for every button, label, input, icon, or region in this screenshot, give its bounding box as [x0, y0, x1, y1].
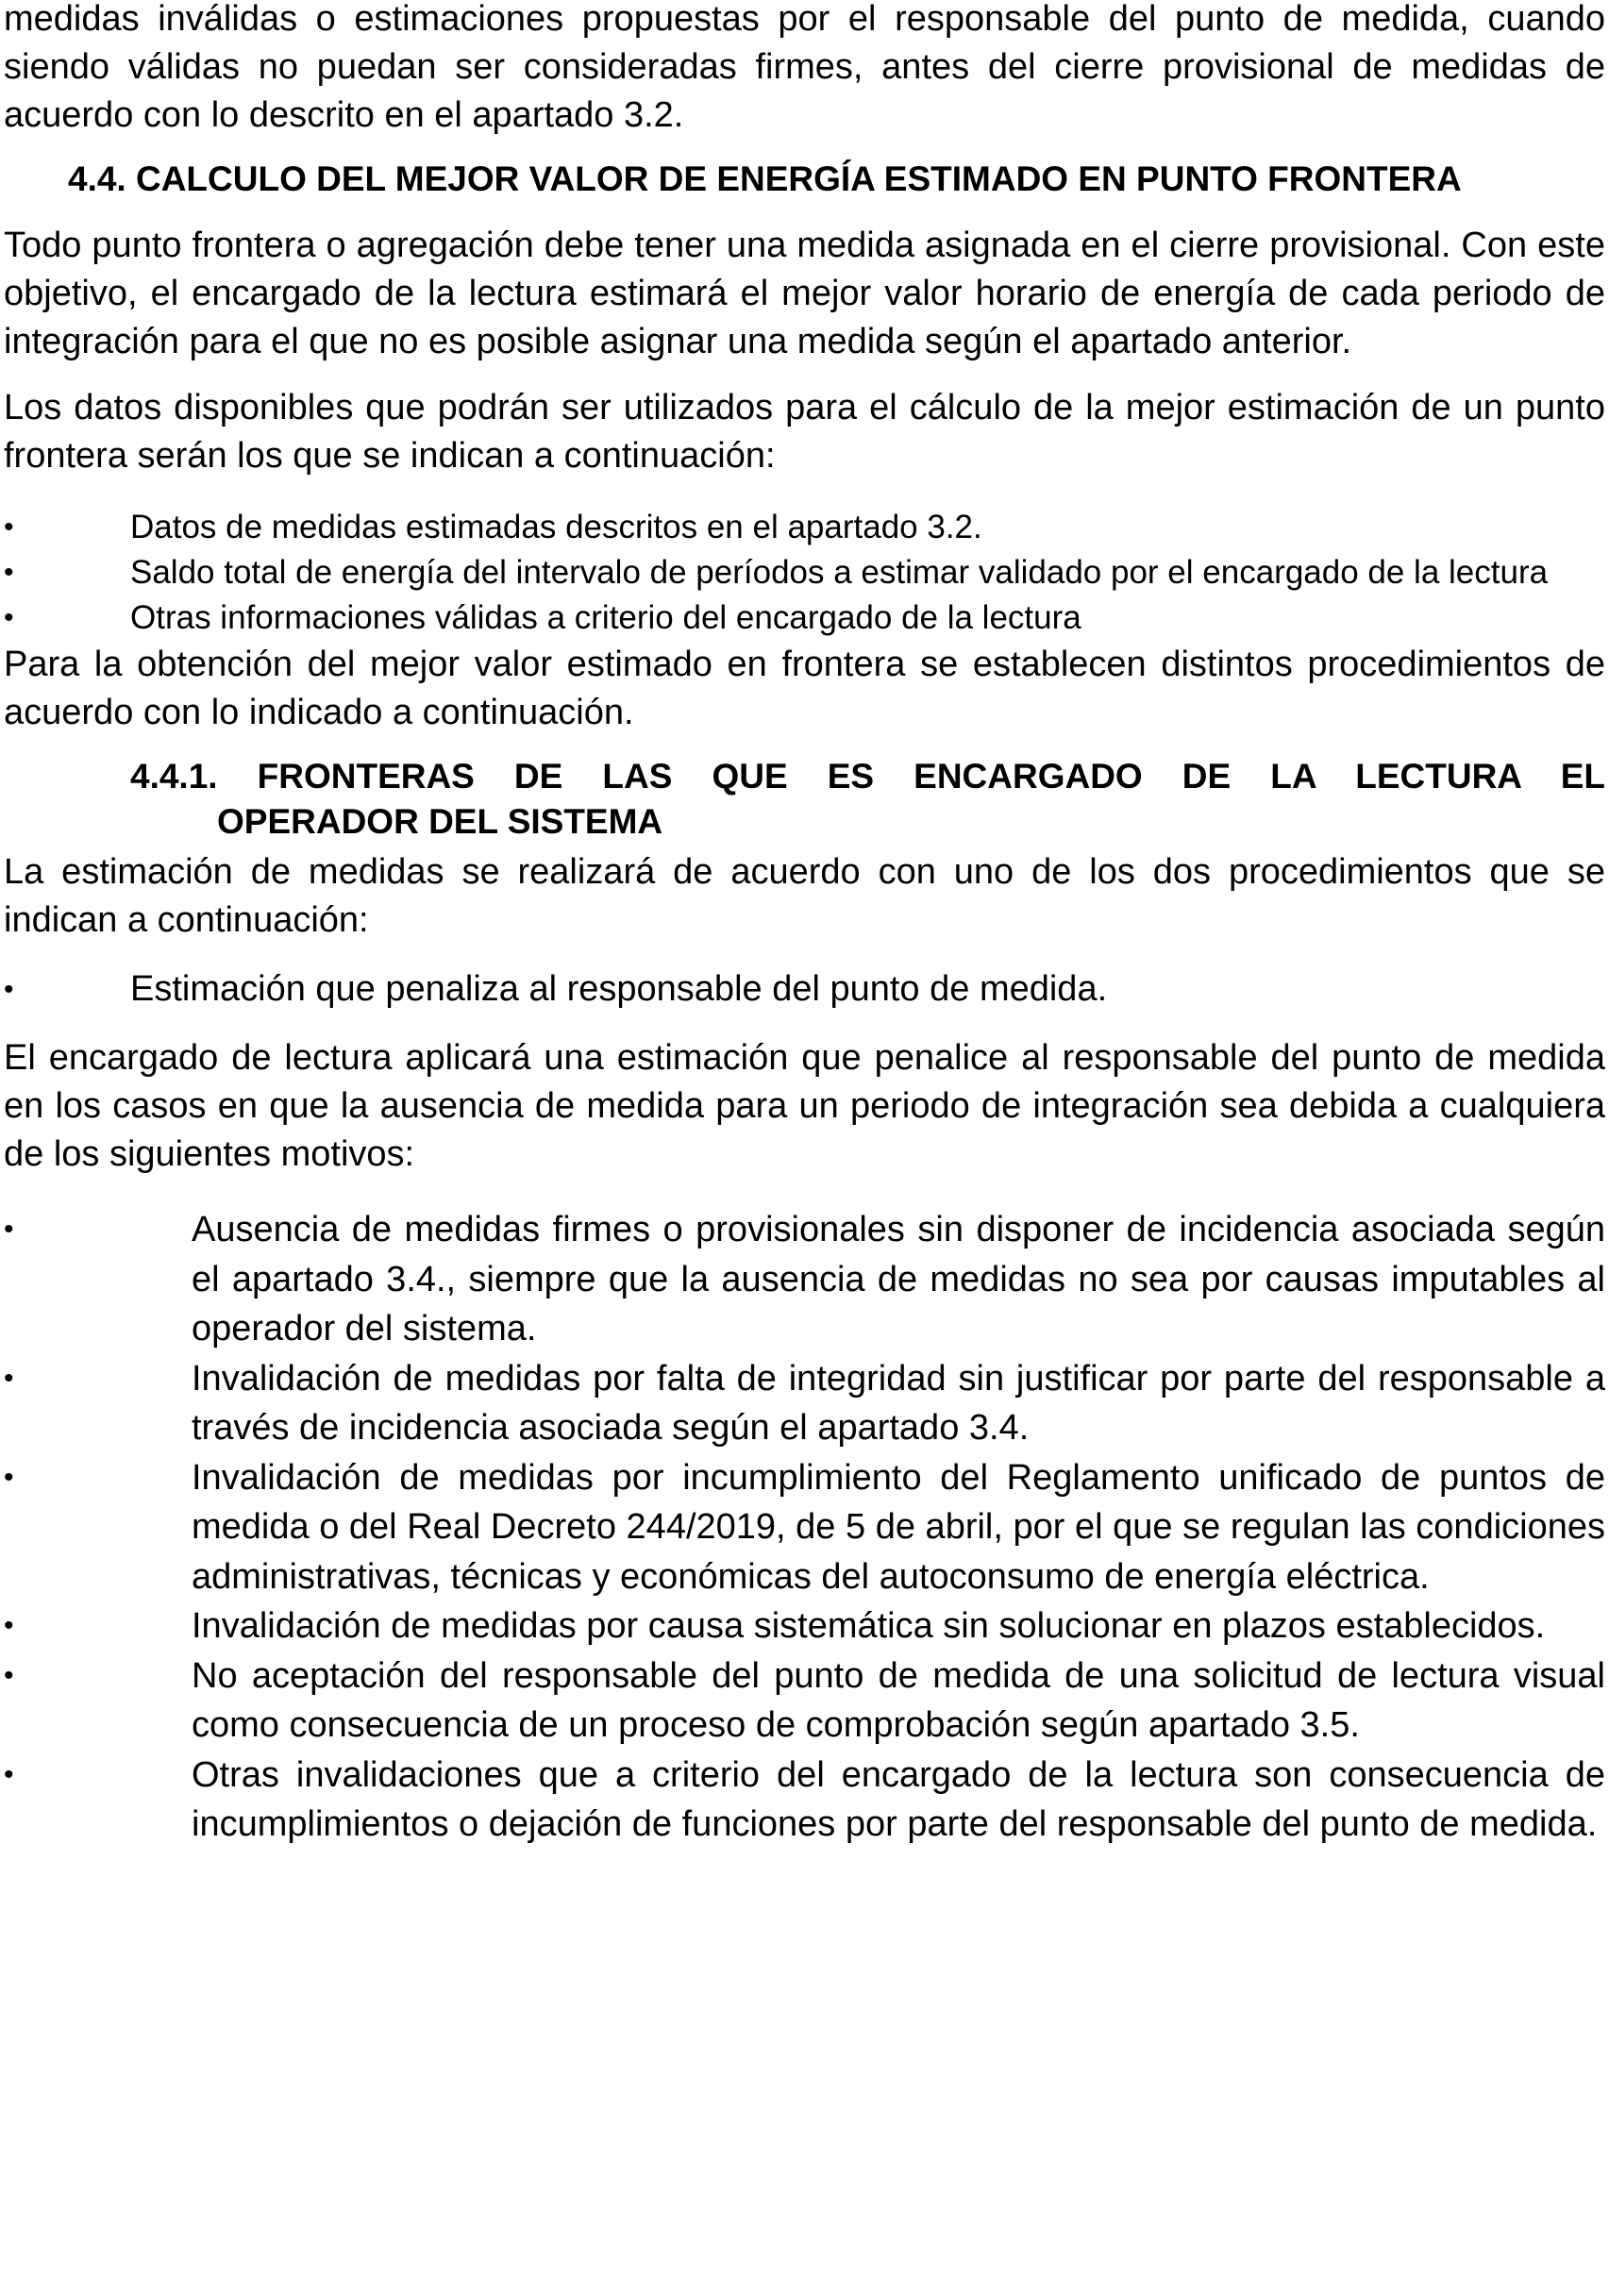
list-item-text: Saldo total de energía del intervalo de períodos a estimar validado por el encargado de la lectura [130, 554, 1549, 591]
list-item-text: Ausencia de medidas firmes o provisionales sin disponer de incidencia asociada según el apartado 3.4., siempre que la ausencia de medidas no sea por causas imputables al operador del sistema. [192, 1210, 1605, 1349]
list-item [4, 1601, 1605, 1651]
data-sources-list [4, 505, 1605, 641]
list-item [4, 1205, 1605, 1354]
bullet-icon: • [4, 511, 14, 543]
list-item-text: Invalidación de medidas por causa sistemática sin solucionar en plazos establecidos. [192, 1606, 1546, 1646]
bullet-icon: • [4, 557, 14, 588]
bullet-icon: • [4, 1610, 14, 1641]
list-item [4, 550, 1605, 595]
list-item-text: Estimación que penaliza al responsable del punto de medida. [130, 969, 1108, 1009]
list-item [4, 965, 1605, 1014]
list-item-text: No aceptación del responsable del punto de medida de una solicitud de lectura visual como consecuencia de un proceso de comprobación según apartado 3.5. [192, 1655, 1605, 1745]
list-item-text: Invalidación de medidas por falta de integridad sin justificar por parte del responsable a través de incidencia asociada según el apartado 3.4. [192, 1358, 1605, 1448]
list-item-text: Datos de medidas estimadas descritos en el apartado 3.2. [130, 509, 982, 545]
bullet-icon: • [4, 1659, 14, 1691]
section-4-4-1-heading-line-2: OPERADOR DEL SISTEMA [217, 802, 663, 841]
section-4-4-1-paragraph-2: El encargado de lectura aplicará una estimación que penalice al responsable del punto de medida en los casos en que la ausencia de medida para un periodo de integración sea debida a cualquiera de los siguientes motivos: [4, 1038, 1605, 1174]
page-content [4, 0, 1605, 1850]
section-4-4-paragraph-3: Para la obtención del mejor valor estimado en frontera se establecen distintos procedimientos de acuerdo con lo indicado a continuación. [4, 645, 1605, 732]
section-4-4-1-heading-line-1: 4.4.1. FRONTERAS DE LAS QUE ES ENCARGADO DE LA LECTURA EL [130, 757, 1605, 796]
section-4-4-paragraph-2: Los datos disponibles que podrán ser utilizados para el cálculo de la mejor estimación de un punto frontera serán los que se indican a continuación: [4, 388, 1605, 476]
bullet-icon: • [4, 1758, 14, 1790]
bullet-icon: • [4, 1362, 14, 1394]
list-item [4, 505, 1605, 550]
list-item [4, 1651, 1605, 1751]
bullet-icon: • [4, 1461, 14, 1493]
list-item [4, 1453, 1605, 1602]
list-item [4, 1751, 1605, 1850]
list-item [4, 595, 1605, 641]
bullet-icon: • [4, 1214, 14, 1245]
bullet-icon: • [4, 974, 14, 1005]
list-item-text: Invalidación de medidas por incumplimiento del Reglamento unificado de puntos de medida o del Real Decreto 244/2019, de 5 de abril, por el que se regulan las condiciones administrativas, técnicas y económicas del autoconsumo de energía eléctrica. [192, 1457, 1605, 1597]
section-4-4-paragraph-1: Todo punto frontera o agregación debe tener una medida asignada en el cierre provisional. Con este objetivo, el encargado de la lectura estimará el mejor valor horario de energía de cada periodo de integración para el que no es posible asignar una medida según el apartado anterior. [4, 226, 1605, 361]
procedures-list [4, 965, 1605, 1014]
bullet-icon: • [4, 602, 14, 633]
section-4-4-1-paragraph-1: La estimación de medidas se realizará de acuerdo con uno de los dos procedimientos que se indican a continuación: [4, 852, 1605, 940]
list-item [4, 1354, 1605, 1453]
section-4-4-1-heading [4, 754, 1605, 845]
reasons-list [4, 1205, 1605, 1850]
list-item-text: Otras invalidaciones que a criterio del encargado de la lectura son consecuencia de incumplimientos o dejación de funciones por parte del responsable del punto de medida. [192, 1754, 1605, 1844]
intro-paragraph: medidas inválidas o estimaciones propuestas por el responsable del punto de medida, cuando siendo válidas no puedan ser consideradas firmes, antes del cierre provisional de medidas de acuerdo con lo descrito en el apartado 3.2. [4, 0, 1605, 135]
section-4-4-heading: 4.4. CALCULO DEL MEJOR VALOR DE ENERGÍA ESTIMADO EN PUNTO FRONTERA [68, 159, 1462, 198]
list-item-text: Otras informaciones válidas a criterio del encargado de la lectura [130, 599, 1081, 636]
